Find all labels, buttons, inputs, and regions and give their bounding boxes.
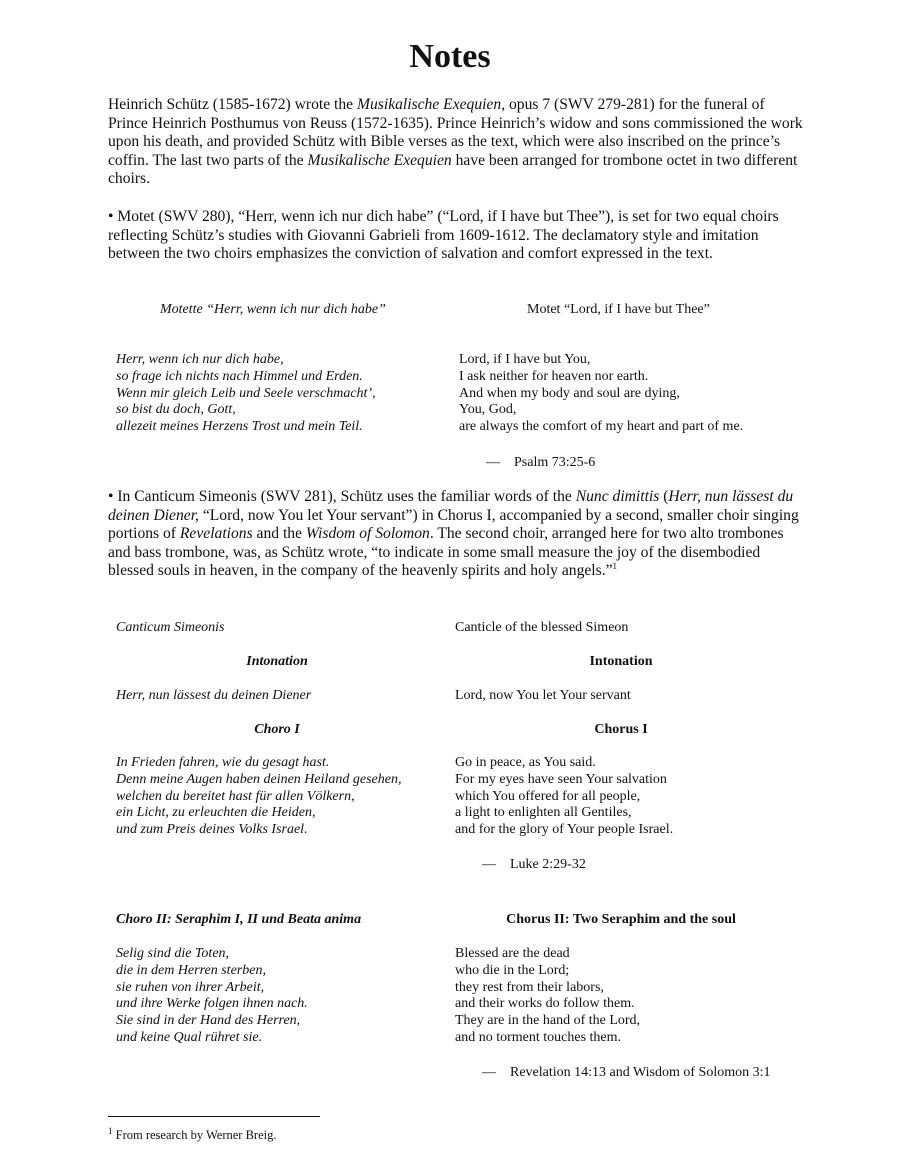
luke-citation (482, 857, 586, 873)
work-title: Musikalische Exequien (357, 96, 502, 113)
motet-english-text (459, 352, 743, 436)
intonation-text-en: Lord, now You let Your servant (455, 688, 631, 703)
intonation-text-de: Herr, nun lässest du deinen Diener (116, 688, 312, 703)
verse-line: are always the comfort of my heart and part of me. (459, 419, 744, 435)
motet-german-title: Motette “Herr, wenn ich nur dich habe” (160, 302, 386, 317)
choro1-german-text (116, 755, 402, 839)
verse-line: Herr, wenn ich nur dich habe, (116, 352, 284, 367)
footnote-marker: 1 (612, 561, 618, 572)
description-italic: Wisdom of Solomon (305, 525, 430, 543)
choro2-heading-de: Choro II: Seraphim I, II und Beata anima (116, 912, 362, 927)
verse-line: allezeit meines Herzens Trost und mein Teil. (116, 419, 363, 435)
description-italic: Nunc dimittis (575, 488, 660, 505)
footnote-number: 1 (108, 1125, 113, 1136)
motet-description: • Motet (SWV 280), “Herr, wenn ich nur dich habe” (“Lord, if I have but Thee”), is set for two equal choirs reflecting Schütz’s studies with Giovanni Gabrieli from 1609-1612. The declamatory style and imitation between the two choirs emphasizes the conviction of salvation and comfort expressed in the text. (108, 208, 779, 263)
verse-line: Denn meine Augen haben deinen Heiland gesehen, (116, 771, 402, 787)
verse-line: You, God, (459, 402, 517, 418)
choro1-heading-en: Chorus I (594, 722, 648, 737)
intonation-heading-de: Intonation (246, 654, 308, 669)
verse-line: Go in peace, as You said. (455, 755, 596, 770)
verse-line: Wenn mir gleich Leib und Seele verschmacht’, (116, 385, 376, 401)
verse-line: They are in the hand of the Lord, (455, 1013, 641, 1029)
description-text: . The second choir, arranged here for two alto trombones and bass trombone, was, as Schütz wrote, “to indicate in some small measure the joy of the disembodied blessed souls in heaven, in the company of the heavenly spirits and holy angels.” (108, 525, 784, 580)
intro-text: have been arranged for trombone octet in two different choirs. (108, 151, 798, 188)
citation-text: Psalm 73:25-6 (514, 455, 596, 470)
verse-line: Sie sind in der Hand des Herren, (116, 1013, 301, 1029)
canticum-description (108, 488, 808, 581)
verse-line: For my eyes have seen Your salvation (455, 771, 667, 787)
intro-text: Heinrich Schütz (1585-1672) wrote the (108, 96, 357, 113)
verse-line: and their works do follow them. (455, 996, 635, 1012)
verse-line: And when my body and soul are dying, (459, 385, 680, 401)
work-title: Musikalische Exequien (307, 151, 452, 169)
verse-line: they rest from their labors, (455, 979, 604, 995)
verse-line: In Frieden fahren, wie du gesagt hast. (116, 755, 330, 770)
choro1-heading-de: Choro I (254, 722, 300, 737)
verse-line: so frage ich nichts nach Himmel und Erden. (116, 368, 363, 384)
footnote (108, 1125, 277, 1143)
verse-line: und ihre Werke folgen ihnen nach. (116, 996, 308, 1012)
verse-line: und zum Preis deines Volks Israel. (116, 822, 308, 838)
verse-line: ein Licht, zu erleuchten die Heiden, (116, 805, 316, 821)
canticum-german-title: Canticum Simeonis (116, 620, 225, 635)
footnote-rule (108, 1116, 320, 1117)
intonation-heading-en: Intonation (589, 654, 653, 669)
citation-dash: — (482, 1065, 496, 1080)
page-title: Notes (409, 38, 491, 75)
description-text: and the (252, 525, 306, 543)
choro1-english-text (455, 755, 673, 839)
verse-line: die in dem Herren sterben, (116, 962, 266, 978)
citation-dash: — (482, 857, 496, 872)
motet-english-title: Motet “Lord, if I have but Thee” (527, 302, 710, 317)
verse-line: which You offered for all people, (455, 788, 641, 804)
description-text: ( (659, 488, 669, 505)
verse-line: who die in the Lord; (455, 962, 570, 978)
verse-line: Blessed are the dead (455, 946, 570, 961)
citation-text: Luke 2:29-32 (510, 857, 586, 872)
motet-german-text (116, 352, 376, 436)
choro2-heading-en: Chorus II: Two Seraphim and the soul (506, 912, 736, 927)
footnote-text: From research by Werner Breig. (112, 1128, 277, 1142)
verse-line: Lord, if I have but You, (459, 352, 591, 367)
verse-line: a light to enlighten all Gentiles, (455, 805, 632, 821)
description-text: • In Canticum Simeonis (SWV 281), Schütz uses the familiar words of the (108, 488, 576, 505)
intro-paragraph (108, 96, 808, 189)
citation-dash: — (486, 455, 500, 470)
choro2-english-text (455, 946, 640, 1047)
description-text: “Lord, now You let Your servant”) in Chorus I, accompanied by a second, smaller choir singing portions of (108, 506, 799, 543)
citation-text: Revelation 14:13 and Wisdom of Solomon 3:1 (510, 1065, 771, 1080)
psalm-citation (486, 455, 595, 471)
verse-line: Selig sind die Toten, (116, 946, 230, 961)
verse-line: so bist du doch, Gott, (116, 402, 236, 418)
verse-line: and for the glory of Your people Israel. (455, 822, 674, 838)
choro2-german-text (116, 946, 308, 1047)
canticum-english-title: Canticle of the blessed Simeon (455, 620, 629, 635)
verse-line: und keine Qual rühret sie. (116, 1029, 263, 1045)
verse-line: I ask neither for heaven nor earth. (459, 368, 649, 384)
verse-line: and no torment touches them. (455, 1029, 622, 1045)
intro-text: , opus 7 (SWV 279-281) for the funeral of Prince Heinrich Posthumus von Reuss (1572-1635). Prince Heinrich’s widow and sons commissioned the work upon his death, and provided Schütz with Bible verses as the text, which were also inscribed on the prince’s coffin. The last two parts of the (108, 96, 803, 169)
revelation-citation (482, 1065, 771, 1081)
description-italic: Revelations (179, 525, 253, 543)
verse-line: welchen du bereitet hast für allen Völkern, (116, 788, 355, 804)
verse-line: sie ruhen von ihrer Arbeit, (116, 979, 265, 995)
description-italic: Herr, nun lässest du deinen Diener, (108, 488, 794, 524)
